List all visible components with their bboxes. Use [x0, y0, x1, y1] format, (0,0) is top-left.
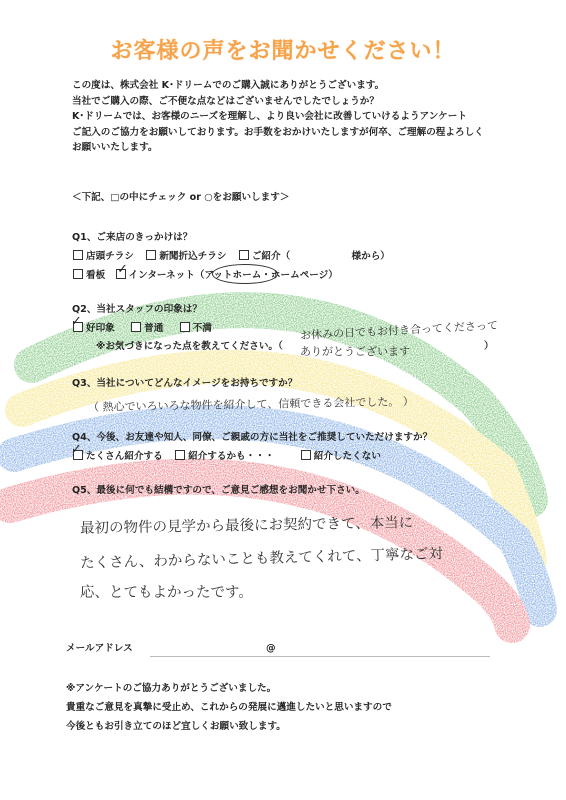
closing-line: 今後ともお引き立てのほど宜しくお願い致します。	[66, 721, 286, 732]
closing-line: 貴重なご意見を真摯に受止め、これからの発展に邁進したいと思いますので	[66, 702, 392, 713]
q2-label-good: 好印象	[86, 323, 115, 334]
q3-question: Q3、当社についてどんなイメージをお持ちですか？	[72, 378, 298, 389]
q4-label-recommend-a-lot: たくさん紹介する	[86, 451, 163, 462]
q1-label-referral-suffix: 様から）	[351, 251, 390, 262]
closing-thanks: ※アンケートのご協力ありがとうございました。	[66, 683, 277, 694]
q2-checkbox-dissatisfied[interactable]	[180, 322, 190, 332]
intro-line: お願いいたします。	[72, 142, 158, 153]
q2-question: Q2、当社スタッフの印象は？	[72, 304, 202, 315]
q5-handwritten-answer-line3: 応、とてもよかったです。	[80, 585, 253, 601]
q2-label-dissatisfied: 不満	[192, 323, 212, 334]
q3-handwritten-answer: （ 熱心でいろいろな物件を紹介して、信頼できる会社でした。 ）	[87, 395, 414, 414]
q1-options-row2	[72, 268, 338, 283]
circle-mark-icon	[212, 264, 278, 284]
intro-line: ご記入のご協力をお願いしております。お手数をおかけいたしますが何卒、ご理解の程よろしく	[72, 126, 484, 138]
q2-handwritten-answer-line2: ありがとうございます	[300, 345, 410, 358]
q1-checkbox-signboard[interactable]	[73, 269, 83, 279]
q4-options	[72, 449, 381, 464]
email-field[interactable]	[150, 656, 490, 657]
q2-note-close: ）	[484, 341, 494, 352]
intro-line: K･ドリームでは、お客様のニーズを理解し、より良い会社に改善していけるようアンケート	[72, 111, 467, 122]
q2-label-normal: 普通	[144, 323, 164, 334]
q4-question: Q4、今後、お友達や知人、同僚、ご親戚の方に当社をご推奨していただけますか？	[72, 432, 433, 443]
q1-label-shop-flyer: 店頭チラシ	[86, 251, 134, 262]
q4-label-maybe-recommend: 紹介するかも・・・	[188, 451, 275, 462]
checkmark-icon: ✓	[71, 442, 82, 457]
q2-note: ※お気づきになった点を教えてください。（	[96, 341, 283, 352]
intro-text	[72, 78, 484, 156]
survey-title: お客様の声をお聞かせください！	[110, 39, 456, 64]
q1-checkbox-shop-flyer[interactable]	[73, 250, 83, 260]
q1-checkbox-newspaper-flyer[interactable]	[146, 250, 156, 260]
email-label: メールアドレス	[66, 643, 133, 654]
intro-line: 当社でご購入の際、ご不便な点などはございませんでしたでしょうか？	[72, 95, 379, 107]
checkmark-icon: ✓	[117, 262, 128, 277]
intro-line: この度は、株式会社 K･ドリームでのご購入誠にありがとうございます。	[72, 80, 385, 91]
q1-question: Q1、ご来店のきっかけは？	[72, 232, 193, 243]
q5-question: Q5、最後に何でも結構ですので、ご意見ご感想をお聞かせ下さい。	[72, 485, 365, 496]
instruction-text: ＜下記、□の中にチェック or ○をお願いします＞	[72, 192, 290, 203]
q1-label-newspaper-flyer: 新聞折込チラシ	[159, 251, 227, 262]
q2-checkbox-normal[interactable]	[131, 322, 141, 332]
q5-handwritten-answer-line1: 最初の物件の見学から最後にお契約できて、本当に	[79, 515, 414, 537]
q4-label-not-recommend: 紹介したくない	[313, 451, 381, 462]
q1-checkbox-referral[interactable]	[239, 250, 249, 260]
checkmark-icon: ✓	[71, 314, 82, 329]
email-at-symbol: @	[266, 643, 276, 654]
q5-handwritten-answer-line2: たくさん、わからないことも教えてくれて、丁寧なご対	[79, 546, 444, 572]
q1-label-internet: インターネット（アットホーム・ホームページ）	[128, 270, 338, 281]
q1-label-signboard: 看板	[86, 270, 106, 281]
q2-handwritten-answer-line1: お休みの日でもお付き合ってくださって	[299, 318, 499, 343]
q1-label-referral: ご紹介（	[251, 251, 291, 262]
q4-checkbox-not-recommend[interactable]	[301, 450, 311, 460]
q4-checkbox-maybe-recommend[interactable]	[175, 450, 185, 460]
q2-options	[72, 321, 212, 336]
